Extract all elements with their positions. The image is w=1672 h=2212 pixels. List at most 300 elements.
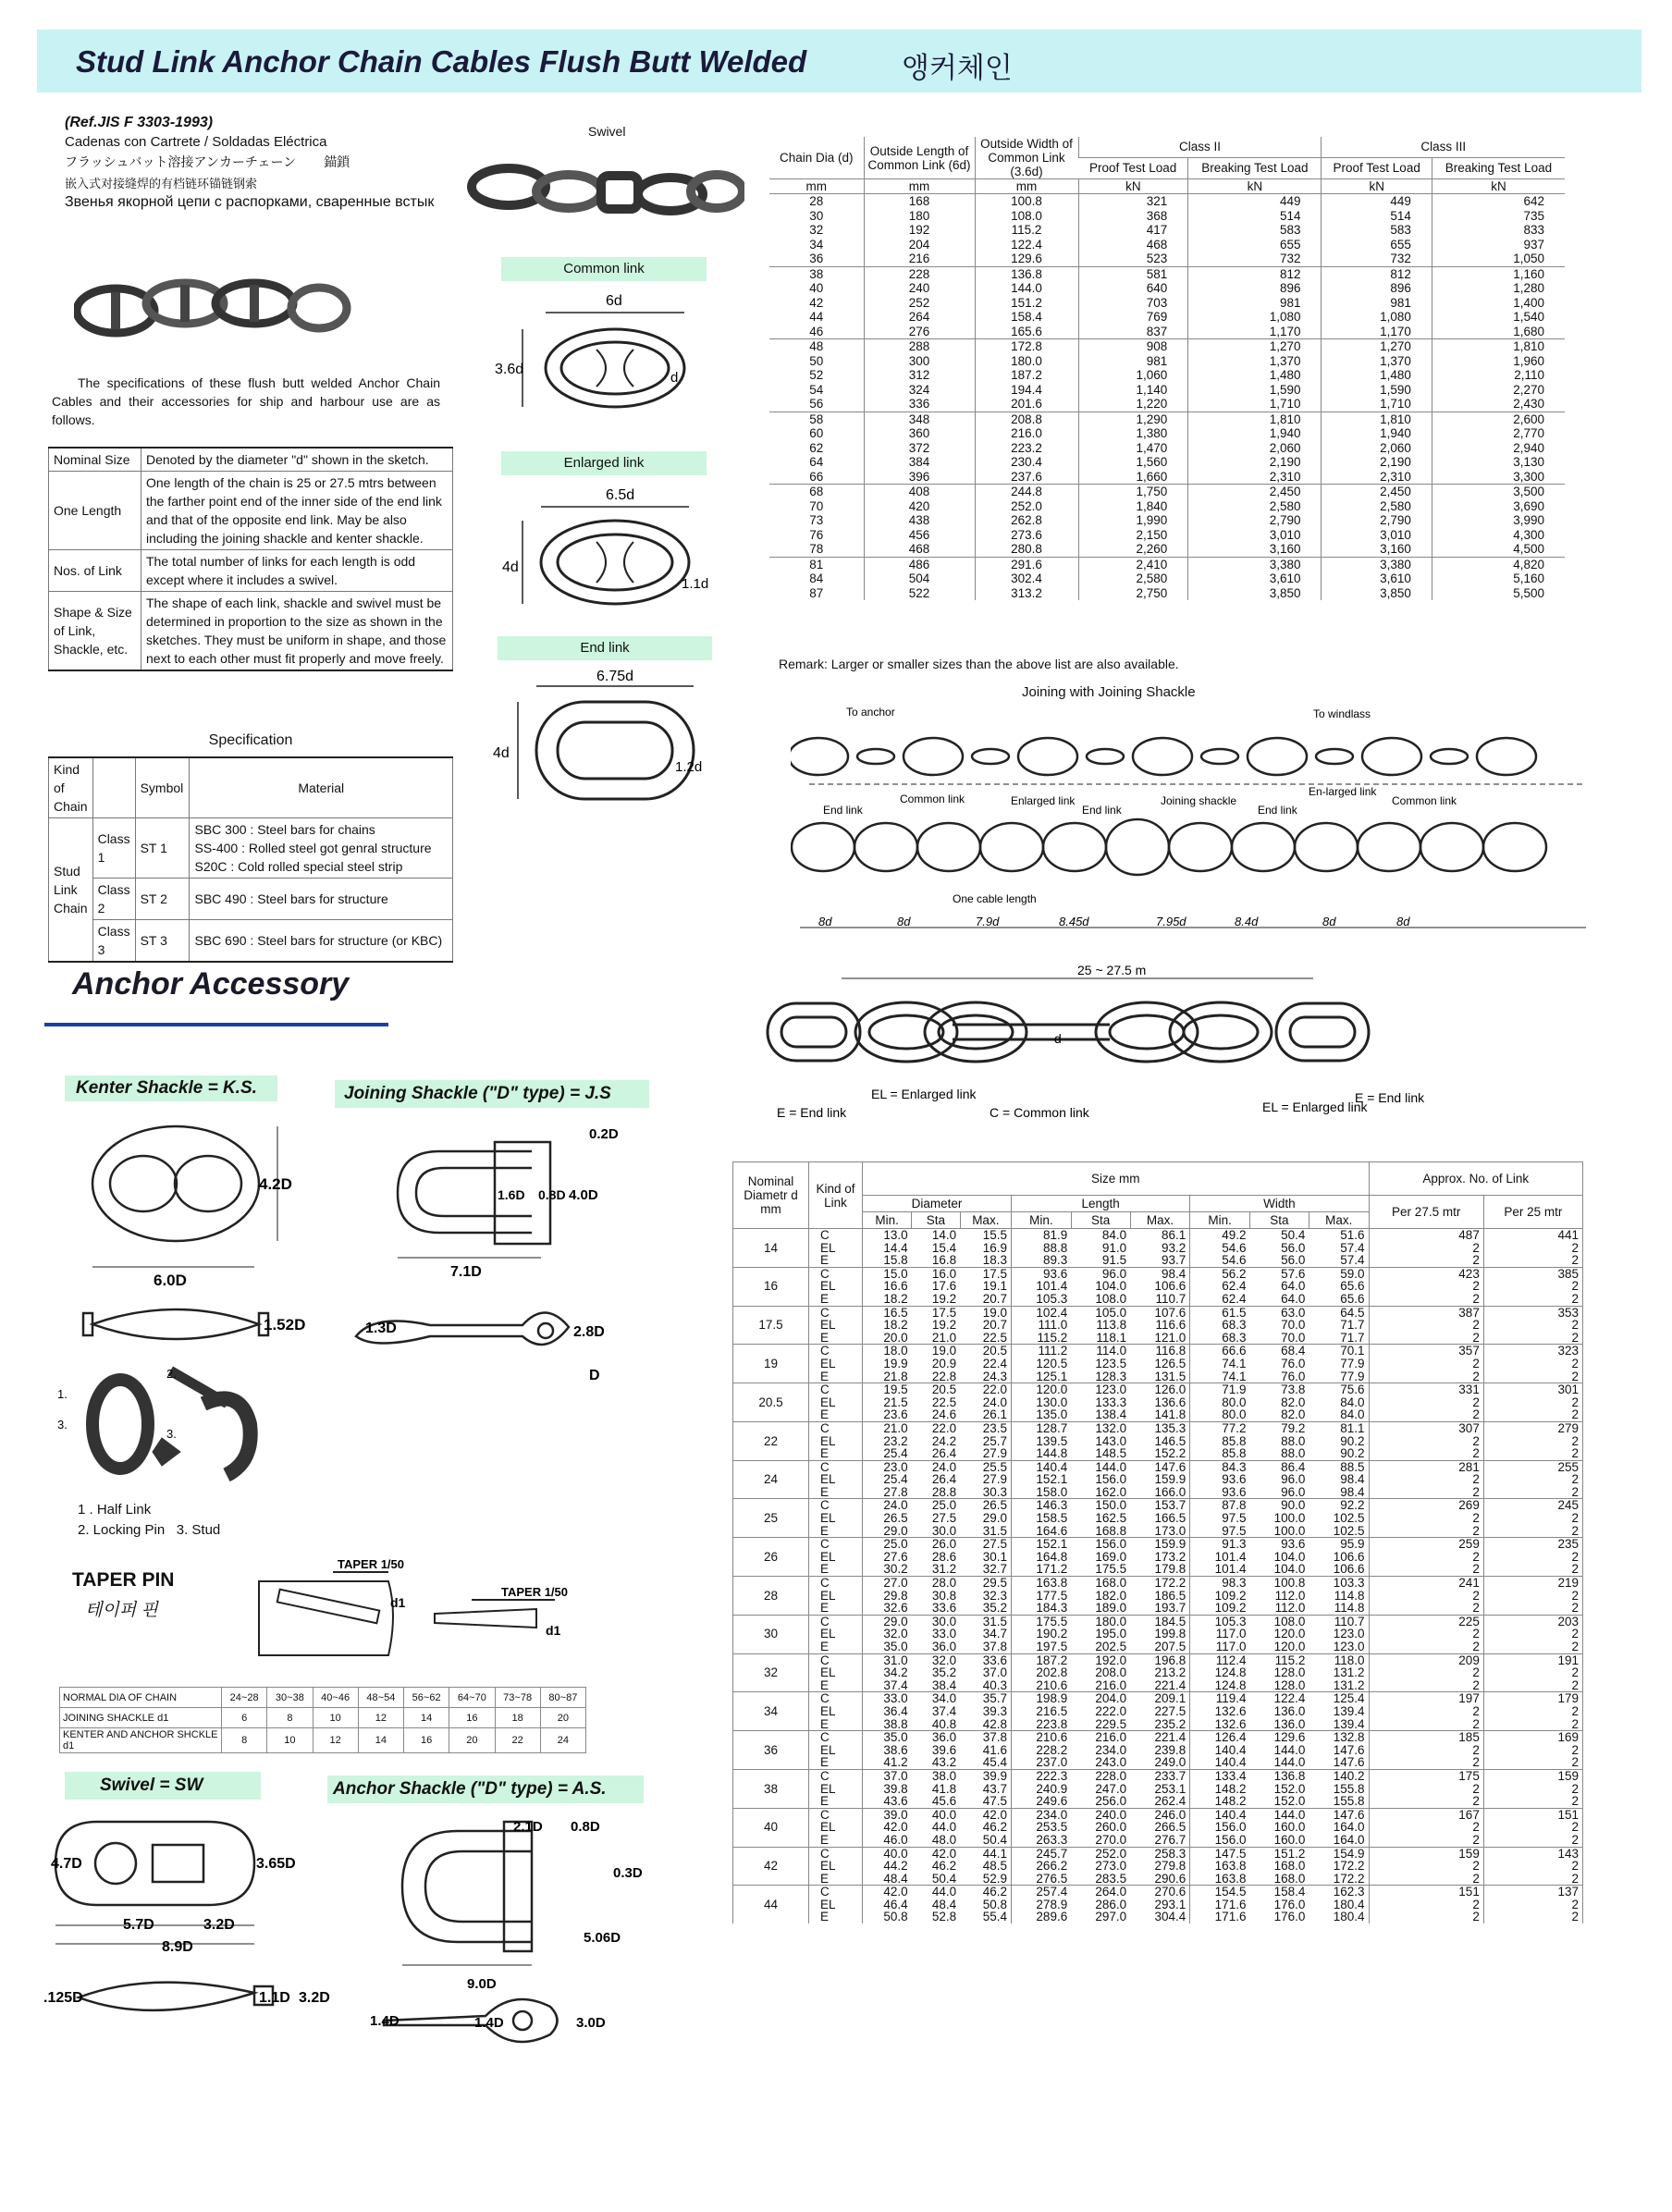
value-cell: 15.0 (863, 1267, 912, 1280)
dim-4d: 4d (502, 559, 519, 575)
value-cell: 132.0 (1071, 1421, 1130, 1434)
table-cell: 581 (1078, 266, 1188, 281)
sw-dim-3.2d: 3.2D (203, 1917, 235, 1933)
count-cell: 2 (1483, 1641, 1582, 1653)
value-cell: 216.0 (1071, 1731, 1130, 1744)
value-cell: 202.8 (1012, 1666, 1072, 1679)
nominal-cell: 19 (733, 1345, 809, 1383)
value-cell: 151.2 (1249, 1847, 1309, 1860)
value-cell: 195.0 (1095, 1627, 1127, 1641)
table-cell: 348 (864, 412, 975, 426)
sw-dim-8.9d: 8.9D (162, 1939, 193, 1955)
value-cell: 116.8 (1130, 1345, 1190, 1358)
value-cell: 253.5 (1012, 1821, 1072, 1834)
table-cell: 244.8 (975, 485, 1078, 499)
as-dim-3.0d: 3.0D (576, 2015, 606, 2031)
value-cell: 101.4 (1190, 1551, 1250, 1564)
value-cell: 141.8 (1130, 1408, 1190, 1421)
value-cell: 27.5 (931, 1511, 957, 1526)
value-cell: 162.0 (1095, 1484, 1127, 1499)
length-e2: E = End link (1355, 1090, 1425, 1105)
value-cell: 48.5 (960, 1860, 1011, 1873)
nominal-cell: 30 (733, 1615, 809, 1653)
count-cell: 357 (1369, 1345, 1483, 1358)
value-cell: 171.6 (1190, 1911, 1250, 1923)
value-cell: 68.3 (1190, 1319, 1250, 1332)
table-row (733, 1563, 1583, 1576)
value-cell: 30.8 (931, 1588, 957, 1603)
table-cell: 1,940 (1188, 426, 1322, 441)
value-cell: 16.5 (863, 1306, 912, 1319)
value-cell: 260.0 (1095, 1820, 1127, 1835)
value-cell: 140.4 (1190, 1744, 1250, 1757)
def-row (49, 592, 453, 671)
table-cell: 300 (864, 354, 975, 369)
taper-cell: 80~87 (540, 1688, 585, 1708)
value-cell: 123.0 (1309, 1641, 1369, 1653)
value-cell: 31.5 (960, 1615, 1011, 1628)
value-cell: 28.0 (912, 1577, 960, 1590)
value-cell: 42.0 (960, 1808, 1011, 1821)
value-cell: 86.1 (1130, 1229, 1190, 1242)
value-cell: 147.6 (1309, 1808, 1369, 1821)
value-cell: 172.2 (1309, 1873, 1369, 1886)
value-cell: 289.6 (1012, 1911, 1072, 1923)
part-3b: 3. (166, 1427, 177, 1441)
value-cell: 125.1 (1012, 1370, 1072, 1383)
value-cell: 17.5 (912, 1306, 960, 1319)
table-row (769, 485, 1565, 499)
table-row (733, 1306, 1583, 1319)
value-cell: 25.4 (863, 1447, 912, 1460)
table-cell: 4,300 (1432, 528, 1565, 543)
count-cell: 279 (1483, 1421, 1582, 1434)
table-cell: 3,160 (1322, 542, 1432, 557)
table-row (733, 1577, 1583, 1590)
def-term: Nominal Size (49, 448, 141, 472)
table-cell: 2,110 (1432, 368, 1565, 383)
table-row (733, 1641, 1583, 1653)
table-cell: 168 (864, 194, 975, 209)
table-cell: 420 (864, 499, 975, 514)
value-cell: 189.0 (1095, 1601, 1127, 1616)
count-cell: 219 (1483, 1577, 1582, 1590)
taper-cell: 48~54 (358, 1688, 403, 1708)
table-row (733, 1370, 1583, 1383)
value-cell: 38.6 (863, 1744, 912, 1757)
joining-shackle-diagram (791, 701, 1595, 941)
nominal-cell: 42 (733, 1847, 809, 1886)
count-cell: 2 (1369, 1590, 1483, 1603)
value-cell: 35.2 (960, 1602, 1011, 1615)
count-cell: 281 (1369, 1460, 1483, 1473)
col-breaking: Breaking Test Load (1432, 157, 1565, 178)
value-cell: 279.8 (1130, 1860, 1190, 1873)
value-cell: 81.9 (1012, 1229, 1072, 1242)
table-row (733, 1358, 1583, 1370)
kind-cell: C (809, 1886, 863, 1899)
value-cell: 50.4 (960, 1834, 1011, 1847)
value-cell: 153.7 (1130, 1499, 1190, 1512)
enlarged-link-diagram (486, 479, 726, 618)
taper-cell: 10 (267, 1728, 313, 1753)
value-cell: 111.0 (1012, 1319, 1072, 1332)
table-cell: 384 (864, 455, 975, 470)
kind-cell: E (809, 1293, 863, 1306)
value-cell: 48.4 (863, 1873, 912, 1886)
table-cell: 2,940 (1432, 441, 1565, 456)
value-cell: 233.7 (1130, 1769, 1190, 1782)
kind-cell: C (809, 1847, 863, 1860)
value-cell: 77.9 (1309, 1358, 1369, 1370)
table-row (733, 1602, 1583, 1615)
chain-link (1248, 738, 1307, 775)
value-cell: 24.2 (931, 1433, 957, 1448)
dim-d: d (670, 370, 679, 386)
taper-pin-table (59, 1687, 586, 1753)
table-cell: 38 (769, 266, 864, 281)
chain-link (1295, 823, 1358, 871)
value-cell: 34.2 (863, 1666, 912, 1679)
value-cell: 163.8 (1190, 1873, 1250, 1886)
length-el2: EL = Enlarged link (1262, 1100, 1368, 1114)
value-cell: 204.0 (1071, 1692, 1130, 1705)
value-cell: 37.4 (863, 1679, 912, 1692)
to-anchor-label: To anchor (846, 706, 895, 719)
value-cell: 159.9 (1130, 1538, 1190, 1551)
value-cell: 168.0 (1071, 1577, 1130, 1590)
col-size: Size mm (863, 1162, 1370, 1196)
unit-cell: mm (975, 179, 1078, 194)
dim-6.75d: 6.75d (596, 669, 634, 684)
spec-symbol: ST 1 (135, 818, 190, 879)
taper-cell: 56~62 (404, 1688, 449, 1708)
kind-cell: EL (809, 1473, 863, 1486)
table-row (733, 1229, 1583, 1242)
count-cell: 137 (1483, 1886, 1582, 1899)
col-sub: Max. (1130, 1212, 1190, 1229)
value-cell: 266.2 (1012, 1860, 1072, 1873)
value-cell: 20.5 (960, 1345, 1011, 1358)
value-cell: 138.4 (1095, 1407, 1127, 1422)
kind-cell: EL (809, 1319, 863, 1332)
count-cell: 203 (1483, 1615, 1582, 1628)
table-row (769, 368, 1565, 383)
count-cell: 385 (1483, 1267, 1582, 1280)
value-cell: 168.8 (1095, 1523, 1127, 1538)
value-cell: 209.1 (1130, 1692, 1190, 1705)
value-cell: 82.0 (1281, 1395, 1306, 1409)
table-cell: 1,560 (1078, 455, 1188, 470)
chain-link (1362, 738, 1421, 775)
value-cell: 36.0 (912, 1731, 960, 1744)
value-cell: 90.2 (1309, 1435, 1369, 1448)
nominal-cell: 25 (733, 1499, 809, 1538)
kind-cell: E (809, 1911, 863, 1923)
count-cell: 2 (1483, 1486, 1582, 1499)
one-cable-label: One cable length (953, 892, 1037, 905)
table-row (769, 266, 1565, 281)
value-cell: 81.1 (1309, 1421, 1369, 1434)
length-d: d (1054, 1031, 1062, 1046)
value-cell: 117.0 (1190, 1641, 1250, 1653)
kind-cell: C (809, 1653, 863, 1666)
table-row (769, 557, 1565, 571)
part-1: 1. (57, 1387, 68, 1401)
as-dim-0.3d: 0.3D (613, 1865, 643, 1881)
count-cell: 2 (1369, 1834, 1483, 1847)
value-cell: 23.0 (863, 1460, 912, 1473)
table-cell: 1,680 (1432, 325, 1565, 339)
count-cell: 151 (1369, 1886, 1483, 1899)
value-cell: 108.0 (1095, 1291, 1127, 1306)
count-cell: 179 (1483, 1692, 1582, 1705)
table-cell: 312 (864, 368, 975, 383)
nominal-cell: 36 (733, 1731, 809, 1770)
value-cell: 125.4 (1309, 1692, 1369, 1705)
value-cell: 155.8 (1309, 1783, 1369, 1796)
kind-cell: E (809, 1408, 863, 1421)
value-cell: 52.8 (931, 1910, 957, 1924)
value-cell: 249.0 (1130, 1756, 1190, 1769)
table-cell: 2,060 (1188, 441, 1322, 456)
table-cell: 50 (809, 353, 824, 368)
value-cell: 33.0 (931, 1627, 957, 1641)
count-cell: 2 (1483, 1899, 1582, 1911)
table-row (769, 397, 1565, 412)
col-sub: Sta (1071, 1212, 1130, 1229)
count-cell: 2 (1369, 1911, 1483, 1923)
table-cell: 321 (1078, 194, 1188, 209)
table-row (733, 1473, 1583, 1486)
value-cell: 198.9 (1012, 1692, 1072, 1705)
table-cell: 3,380 (1188, 557, 1322, 571)
value-cell: 164.0 (1309, 1821, 1369, 1834)
chain-link (1316, 749, 1353, 764)
value-cell: 22.4 (960, 1358, 1011, 1370)
taper-cell: 10 (313, 1708, 358, 1728)
table-cell: 1,660 (1078, 470, 1188, 485)
unit-cell: mm (769, 179, 864, 194)
value-cell: 48.0 (931, 1832, 957, 1847)
value-cell: 24.6 (931, 1407, 957, 1422)
kind-cell: E (809, 1332, 863, 1345)
value-cell: 252.0 (1071, 1847, 1130, 1860)
value-cell: 24.0 (960, 1396, 1011, 1409)
kind-cell: E (809, 1563, 863, 1576)
value-cell: 147.5 (1190, 1847, 1250, 1860)
value-cell: 30.3 (960, 1486, 1011, 1499)
value-cell: 144.0 (1071, 1460, 1130, 1473)
value-cell: 98.4 (1130, 1267, 1190, 1280)
table-cell: 3,990 (1432, 513, 1565, 528)
value-cell: 235.2 (1130, 1718, 1190, 1731)
table-cell: 2,190 (1322, 455, 1432, 470)
value-cell: 158.5 (1012, 1512, 1072, 1525)
table-cell: 84 (809, 571, 824, 585)
value-cell: 70.0 (1281, 1330, 1306, 1345)
chain-link (972, 749, 1009, 764)
kind-cell: C (809, 1731, 863, 1744)
value-cell: 27.9 (960, 1447, 1011, 1460)
value-cell: 176.0 (1273, 1910, 1306, 1924)
value-cell: 147.6 (1309, 1744, 1369, 1757)
table-cell: 273.6 (975, 528, 1078, 543)
table-cell: 30 (809, 208, 824, 223)
chain-link (854, 823, 917, 871)
table-cell: 1,220 (1078, 397, 1188, 412)
table-row (769, 499, 1565, 514)
enlarged-link-label: Enlarged link (501, 451, 707, 475)
value-cell: 62.4 (1190, 1280, 1250, 1293)
table-row (733, 1860, 1583, 1873)
value-cell: 124.8 (1190, 1679, 1250, 1692)
chain-link (1483, 823, 1546, 871)
value-cell: 15.4 (931, 1240, 957, 1255)
value-cell: 28.8 (931, 1484, 957, 1499)
table-cell: 1,710 (1322, 397, 1432, 412)
table-row (769, 571, 1565, 586)
kind-cell: E (809, 1254, 863, 1267)
table-cell: 237.6 (975, 470, 1078, 485)
table-cell: 204 (864, 238, 975, 252)
table-row (733, 1435, 1583, 1448)
spec-class: Class 2 (92, 879, 135, 920)
value-cell: 24.0 (863, 1499, 912, 1512)
ref-japanese: フラッシュバット溶接アンカーチェーン (65, 154, 297, 169)
table-cell: 1,480 (1322, 368, 1432, 383)
table-cell: 1,810 (1322, 412, 1432, 426)
table-cell: 1,590 (1322, 383, 1432, 398)
value-cell: 19.2 (931, 1318, 957, 1333)
table-row (733, 1293, 1583, 1306)
value-cell: 111.2 (1012, 1345, 1072, 1358)
value-cell: 20.5 (912, 1383, 960, 1396)
accessory-title: Anchor Accessory (72, 966, 350, 1002)
value-cell: 240.0 (1071, 1808, 1130, 1821)
value-cell: 144.0 (1273, 1755, 1306, 1770)
joining-dim: 8.45d (1059, 915, 1089, 928)
value-cell: 139.4 (1309, 1705, 1369, 1718)
count-cell: 441 (1483, 1229, 1582, 1242)
value-cell: 44.1 (960, 1847, 1011, 1860)
table-cell: 136.8 (975, 266, 1078, 281)
count-cell: 2 (1369, 1525, 1483, 1538)
value-cell: 186.5 (1130, 1590, 1190, 1603)
value-cell: 22.0 (960, 1383, 1011, 1396)
value-cell: 126.0 (1130, 1383, 1190, 1396)
count-cell: 2 (1369, 1447, 1483, 1460)
value-cell: 40.3 (960, 1679, 1011, 1692)
value-cell: 168.0 (1273, 1859, 1306, 1874)
ks-dim-4.2d: 4.2D (259, 1175, 292, 1193)
count-cell: 2 (1369, 1718, 1483, 1731)
table-cell: 48 (769, 339, 864, 354)
value-cell: 192.0 (1071, 1653, 1130, 1666)
value-cell: 65.6 (1309, 1293, 1369, 1306)
table-cell: 129.6 (975, 252, 1078, 266)
value-cell: 77.2 (1190, 1421, 1250, 1434)
table-cell: 732 (1322, 252, 1432, 266)
table-cell: 1,160 (1432, 266, 1565, 281)
count-cell: 2 (1483, 1860, 1582, 1873)
value-cell: 110.7 (1309, 1615, 1369, 1628)
table-row (769, 325, 1565, 339)
value-cell: 75.6 (1309, 1383, 1369, 1396)
table-cell: 2,430 (1432, 397, 1565, 412)
taper-row (60, 1688, 586, 1708)
value-cell: 172.2 (1309, 1860, 1369, 1873)
value-cell: 109.2 (1190, 1602, 1250, 1615)
value-cell: 71.7 (1309, 1332, 1369, 1345)
value-cell: 180.4 (1309, 1911, 1369, 1923)
table-row (733, 1447, 1583, 1460)
value-cell: 18.3 (960, 1254, 1011, 1267)
korean-title: 앵커체인 (902, 52, 1013, 84)
sw-dim-1.1d: 1.1D (259, 1990, 290, 2006)
table-cell: 3,690 (1432, 499, 1565, 514)
table-cell: 1,590 (1188, 383, 1322, 398)
value-cell: 42.0 (863, 1821, 912, 1834)
col-sub: Max. (1309, 1212, 1369, 1229)
value-cell: 102.4 (1012, 1306, 1072, 1319)
table-cell: 44 (809, 310, 824, 324)
count-cell: 2 (1369, 1486, 1483, 1499)
def-row (49, 472, 453, 550)
table-row (733, 1267, 1583, 1280)
table-cell: 302.4 (975, 571, 1078, 586)
value-cell: 50.4 (931, 1871, 957, 1886)
value-cell: 100.8 (1249, 1577, 1309, 1590)
legend-locking-pin: 2. Locking Pin 3. Stud (78, 1522, 221, 1538)
js-dim-1.3d: 1.3D (365, 1321, 397, 1336)
value-cell: 107.6 (1130, 1306, 1190, 1319)
count-cell: 235 (1483, 1538, 1582, 1551)
table-cell: 2,770 (1432, 426, 1565, 441)
table-cell: 32 (809, 223, 824, 237)
value-cell: 38.0 (912, 1769, 960, 1782)
count-cell: 255 (1483, 1460, 1582, 1473)
value-cell: 109.2 (1190, 1590, 1250, 1603)
count-cell: 151 (1483, 1808, 1582, 1821)
kind-cell: EL (809, 1512, 863, 1525)
table-row (769, 281, 1565, 296)
count-cell: 2 (1369, 1319, 1483, 1332)
kind-cell: E (809, 1602, 863, 1615)
table-row (733, 1254, 1583, 1267)
value-cell: 144.0 (1249, 1808, 1309, 1821)
value-cell: 121.0 (1130, 1332, 1190, 1345)
kind-cell: EL (809, 1396, 863, 1409)
table-cell: 583 (1322, 223, 1432, 238)
table-row (733, 1783, 1583, 1796)
count-cell: 2 (1483, 1795, 1582, 1808)
count-cell: 2 (1483, 1254, 1582, 1267)
table-cell: 28 (809, 194, 824, 208)
value-cell: 113.8 (1096, 1318, 1127, 1333)
count-cell: 2 (1483, 1705, 1582, 1718)
value-cell: 169.0 (1095, 1549, 1127, 1564)
value-cell: 73.8 (1249, 1383, 1309, 1396)
table-cell: 2,060 (1322, 441, 1432, 456)
sw-dim-3.65d: 3.65D (256, 1856, 296, 1872)
count-cell: 2 (1483, 1563, 1582, 1576)
spec-header: Symbol (135, 757, 190, 818)
col-per-27.5: Per 27.5 mtr (1369, 1196, 1483, 1229)
value-cell: 37.8 (960, 1641, 1011, 1653)
kind-cell: E (809, 1834, 863, 1847)
table-row (769, 586, 1565, 601)
